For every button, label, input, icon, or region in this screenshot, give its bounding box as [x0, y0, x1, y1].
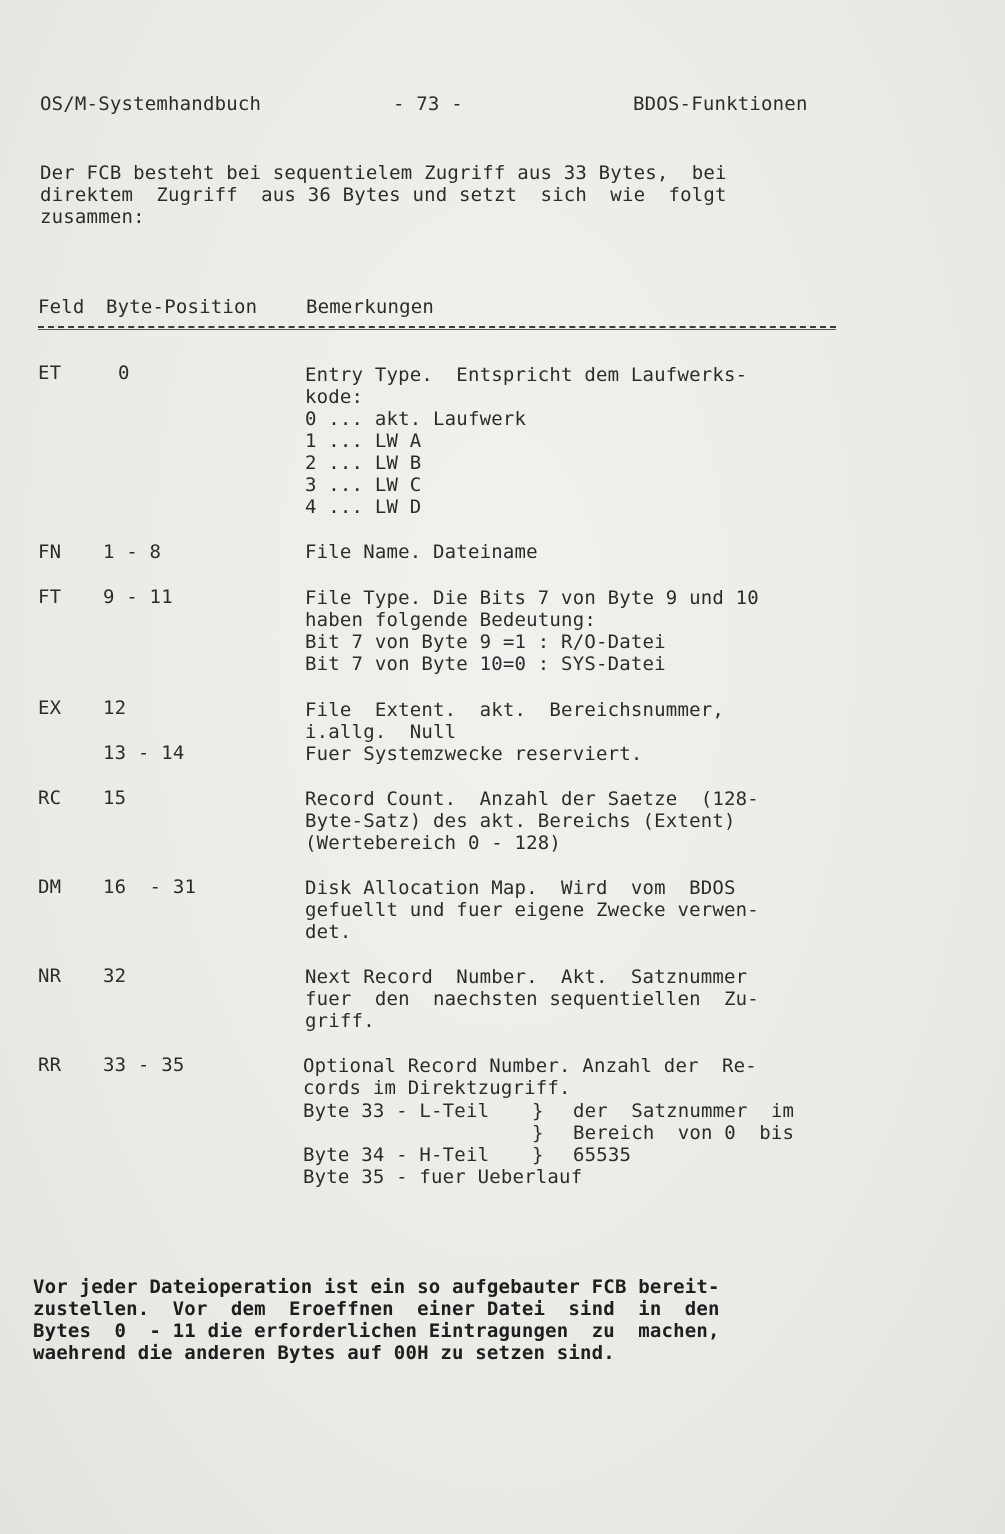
header-page-number: - 73 - [393, 93, 463, 115]
desc-et-4: 1 ... LW A [305, 430, 422, 452]
field-et: ET [38, 362, 62, 384]
desc-fn-1: File Name. Dateiname [305, 541, 538, 563]
desc-ex-2: i.allg. Null [305, 721, 457, 743]
desc-ft-2: haben folgende Bedeutung: [305, 609, 596, 631]
brace-top: } [532, 1100, 544, 1122]
pos-ex: 12 [103, 697, 127, 719]
desc-rr-right-2: Bereich von 0 bis [573, 1122, 795, 1144]
desc-rc-2: Byte-Satz) des akt. Bereichs (Extent) [305, 810, 736, 832]
intro-line-3: zusammen: [40, 206, 145, 228]
desc-et-1: Entry Type. Entspricht dem Laufwerks- [305, 364, 748, 386]
desc-ex-reserved: Fuer Systemzwecke reserviert. [305, 743, 643, 765]
desc-et-5: 2 ... LW B [305, 452, 422, 474]
column-header-bemerkungen: Bemerkungen [306, 296, 435, 318]
pos-dm: 16 - 31 [103, 876, 197, 898]
desc-rc-1: Record Count. Anzahl der Saetze (128- [305, 788, 759, 810]
column-header-byte-position: Byte-Position [106, 296, 258, 318]
pos-ex-reserved: 13 - 14 [103, 742, 185, 764]
desc-rr-right-1: der Satznummer im [573, 1100, 795, 1122]
header-right: BDOS-Funktionen [633, 93, 808, 115]
pos-rc: 15 [103, 787, 127, 809]
desc-dm-3: det. [305, 921, 352, 943]
desc-rr-right-3: 65535 [573, 1144, 632, 1166]
field-ft: FT [38, 586, 62, 608]
column-header-feld: Feld [38, 296, 85, 318]
desc-et-2: kode: [305, 386, 364, 408]
field-ex: EX [38, 697, 62, 719]
field-dm: DM [38, 876, 62, 898]
desc-rc-3: (Wertebereich 0 - 128) [305, 832, 562, 854]
desc-ex-1: File Extent. akt. Bereichsnummer, [305, 699, 725, 721]
brace-bottom: } [532, 1144, 544, 1166]
desc-nr-1: Next Record Number. Akt. Satznummer [305, 966, 748, 988]
desc-et-6: 3 ... LW C [305, 474, 422, 496]
desc-ft-1: File Type. Die Bits 7 von Byte 9 und 10 [305, 587, 759, 609]
header-divider [38, 326, 836, 328]
desc-ft-3: Bit 7 von Byte 9 =1 : R/O-Datei [305, 631, 666, 653]
footer-line-1: Vor jeder Dateioperation ist ein so aufgebauter FCB bereit- [33, 1276, 720, 1298]
desc-nr-2: fuer den naechsten sequentiellen Zu- [305, 988, 759, 1010]
desc-rr-byte33: Byte 33 - L-Teil [303, 1100, 490, 1122]
desc-et-3: 0 ... akt. Laufwerk [305, 408, 527, 430]
pos-fn: 1 - 8 [103, 541, 162, 563]
desc-rr-1: Optional Record Number. Anzahl der Re- [303, 1055, 757, 1077]
pos-et: 0 [118, 362, 130, 384]
field-rr: RR [38, 1054, 62, 1076]
pos-nr: 32 [103, 965, 127, 987]
field-nr: NR [38, 965, 62, 987]
desc-et-7: 4 ... LW D [305, 496, 422, 518]
footer-line-2: zustellen. Vor dem Eroeffnen einer Datei sind in den [33, 1298, 720, 1320]
desc-ft-4: Bit 7 von Byte 10=0 : SYS-Datei [305, 653, 666, 675]
desc-nr-3: griff. [305, 1010, 375, 1032]
pos-ft: 9 - 11 [103, 586, 173, 608]
header-divider-underline [38, 329, 836, 330]
header-left: OS/M-Systemhandbuch [40, 93, 262, 115]
desc-rr-2: cords im Direktzugriff. [303, 1077, 571, 1099]
field-rc: RC [38, 787, 62, 809]
desc-dm-1: Disk Allocation Map. Wird vom BDOS [305, 877, 736, 899]
desc-rr-byte35: Byte 35 - fuer Ueberlauf [303, 1166, 583, 1188]
footer-line-3: Bytes 0 - 11 die erforderlichen Eintragungen zu machen, [33, 1320, 720, 1342]
pos-rr: 33 - 35 [103, 1054, 185, 1076]
field-fn: FN [38, 541, 62, 563]
desc-rr-byte34: Byte 34 - H-Teil [303, 1144, 490, 1166]
intro-line-1: Der FCB besteht bei sequentielem Zugriff aus 33 Bytes, bei [40, 162, 727, 184]
footer-line-4: waehrend die anderen Bytes auf 00H zu setzen sind. [33, 1342, 615, 1364]
brace-middle: } [532, 1122, 544, 1144]
desc-dm-2: gefuellt und fuer eigene Zwecke verwen- [305, 899, 759, 921]
intro-line-2: direktem Zugriff aus 36 Bytes und setzt sich wie folgt [40, 184, 727, 206]
